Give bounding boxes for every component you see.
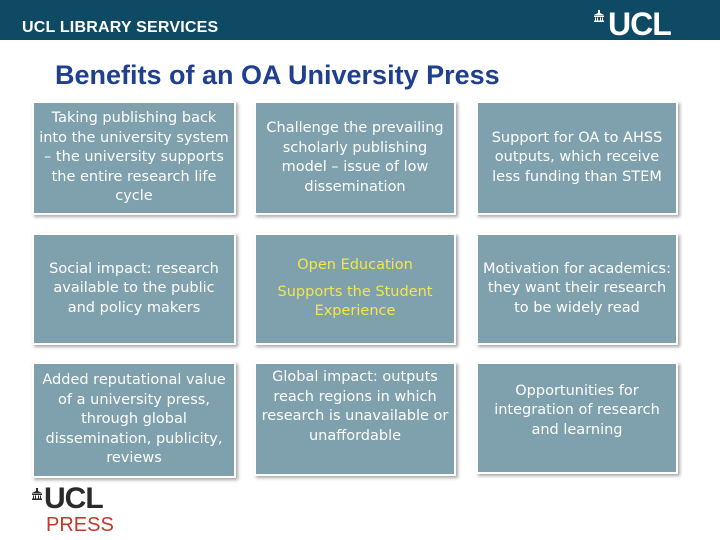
- benefit-card: [476, 362, 678, 474]
- benefit-card: [254, 362, 456, 476]
- benefit-card: [476, 101, 678, 215]
- benefit-text: Taking publishing back into the university system – the university supports the entire research life cycle: [39, 110, 229, 205]
- benefit-text: Opportunities for integration of research and learning: [494, 382, 660, 438]
- benefit-card: [476, 233, 678, 345]
- benefit-card: [32, 362, 236, 478]
- benefit-card: [254, 101, 456, 215]
- benefit-text: Supports the Student Experience: [277, 283, 433, 320]
- benefit-text: Social impact: research available to the public and policy makers: [49, 260, 219, 316]
- header-title: UCL LIBRARY SERVICES: [22, 19, 219, 36]
- benefit-text: Challenge the prevailing scholarly publishing model – issue of low dissemination: [266, 120, 444, 195]
- ucl-press-logo: [32, 484, 142, 540]
- benefit-text: Global impact: outputs reach regions in which research is unavailable or unaffordable: [261, 369, 449, 444]
- benefit-card: [32, 233, 236, 345]
- page-title: Benefits of an OA University Press: [55, 60, 500, 90]
- benefit-card: [254, 233, 456, 345]
- benefit-text: Motivation for academics: they want their research to be widely read: [483, 260, 671, 316]
- benefit-heading: Open Education: [297, 257, 413, 274]
- press-logo-press: PRESS: [46, 514, 114, 536]
- benefit-text: Support for OA to AHSS outputs, which receive less funding than STEM: [491, 129, 663, 185]
- press-logo-ucl: UCL: [44, 482, 103, 515]
- benefit-text: Added reputational value of a university press, through global dissemination, publicity, reviews: [42, 372, 226, 467]
- ucl-logo-text: UCL: [608, 6, 671, 42]
- benefit-card: [32, 101, 236, 215]
- portico-icon: [32, 488, 42, 500]
